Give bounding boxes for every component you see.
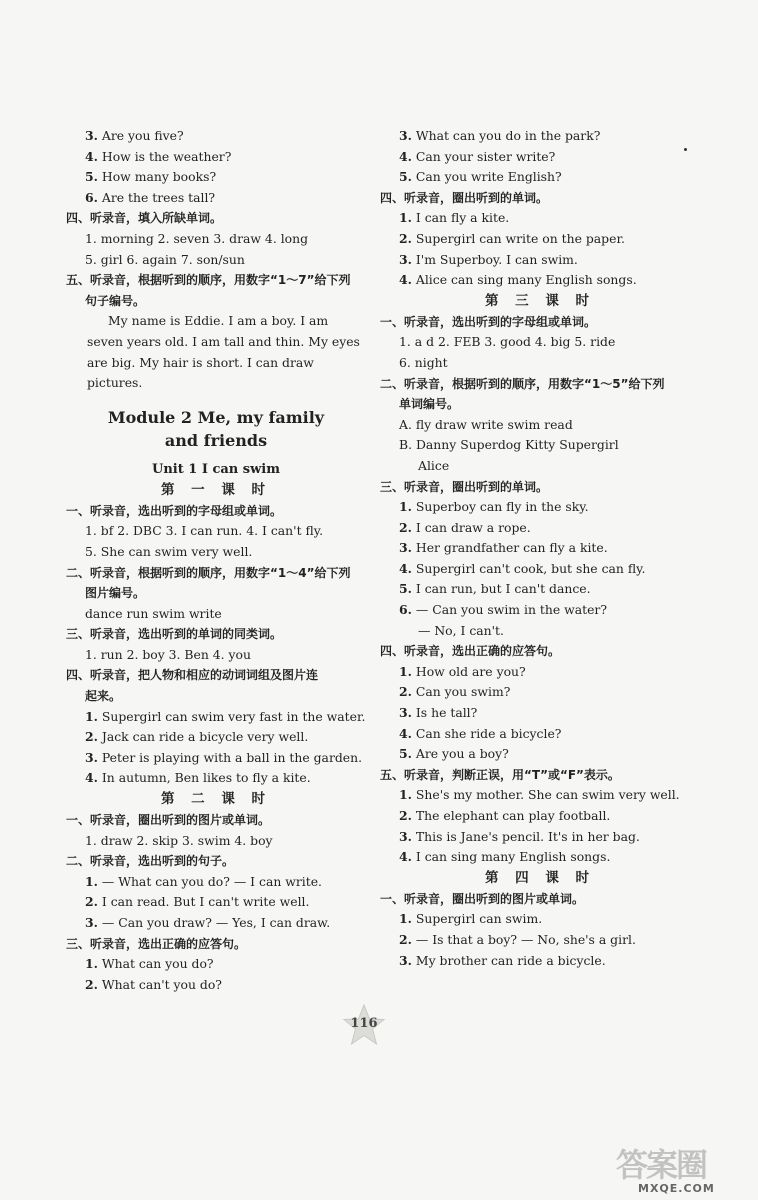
section-heading: 三、听录音，选出听到的单词的同类词。 <box>66 627 283 642</box>
answer-line: B. Danny Superdog Kitty Supergirl <box>399 437 619 453</box>
answer-line: 1. morning 2. seven 3. draw 4. long <box>85 230 309 246</box>
list-item: 2. Jack can ride a bicycle very well. <box>85 729 309 745</box>
section-heading: 一、听录音，圈出听到的图片或单词。 <box>66 813 271 828</box>
answer-line: — No, I can't. <box>418 622 504 638</box>
lesson-heading: 第 一 课 时 <box>160 481 272 498</box>
list-item: 6. Are the trees tall? <box>85 189 216 205</box>
list-item: 5. Are you a boy? <box>399 746 509 762</box>
unit-title: Unit 1 I can swim <box>152 461 280 477</box>
list-item: 2. I can draw a rope. <box>399 519 531 535</box>
section-heading: 三、听录音，选出正确的应答句。 <box>66 936 247 951</box>
list-item: 2. The elephant can play football. <box>399 808 611 823</box>
list-item: 4. How is the weather? <box>85 148 232 164</box>
section-heading: 二、听录音，根据听到的顺序，用数字“1～5”给下列 <box>380 376 665 391</box>
section-heading: 二、听录音，根据听到的顺序，用数字“1～4”给下列 <box>66 565 351 580</box>
answer-line: 6. night <box>399 354 448 370</box>
module-title: Module 2 Me, my family and friends <box>107 407 325 450</box>
right-column <box>380 126 700 971</box>
page-number: 116 <box>350 1016 378 1031</box>
section-heading: 一、听录音，选出听到的字母组或单词。 <box>380 314 597 329</box>
list-item: 6. — Can you swim in the water? <box>399 602 607 618</box>
section-heading: 一、听录音，圈出听到的图片或单词。 <box>380 891 585 906</box>
list-item: 1. Superboy can fly in the sky. <box>399 499 589 515</box>
list-item: 1. I can fly a kite. <box>399 210 510 226</box>
list-item: 3. This is Jane's pencil. It's in her bag. <box>399 828 640 844</box>
section-heading: 四、听录音，选出正确的应答句。 <box>380 644 561 659</box>
list-item: 1. How old are you? <box>399 663 526 679</box>
passage: My name is Eddie. I am a boy. I am seven years old. I am tall and thin. My eyes are big. My hair is short. I can draw pictures. <box>87 313 360 391</box>
list-item: 1. Supergirl can swim very fast in the water. <box>85 708 366 724</box>
list-item: 2. — Is that a boy? — No, she's a girl. <box>399 931 636 947</box>
watermark-url: MXQE.COM <box>638 1182 715 1195</box>
list-item: 3. Is he tall? <box>399 705 478 721</box>
section-heading: 二、听录音，选出听到的句子。 <box>66 854 235 869</box>
list-item: 3. My brother can ride a bicycle. <box>399 952 606 968</box>
list-item: 5. Can you write English? <box>399 169 562 185</box>
answer-line: A. fly draw write swim read <box>399 416 573 432</box>
answer-line: 1. a d 2. FEB 3. good 4. big 5. ride <box>399 334 616 350</box>
section-heading-cont: 起来。 <box>85 689 122 704</box>
section-heading: 四、听录音，填入所缺单词。 <box>66 211 223 226</box>
answer-line: Alice <box>418 457 450 473</box>
answer-line: 1. draw 2. skip 3. swim 4. boy <box>85 832 273 848</box>
list-item: 3. Are you five? <box>85 128 184 143</box>
list-item: 4. Alice can sing many English songs. <box>399 272 637 288</box>
list-item: 3. What can you do in the park? <box>399 128 601 143</box>
section-heading: 四、听录音，圈出听到的单词。 <box>380 190 549 205</box>
speck <box>684 148 687 151</box>
list-item: 4. Can she ride a bicycle? <box>399 725 562 741</box>
section-heading-cont: 图片编号。 <box>85 586 146 601</box>
list-item: 1. Supergirl can swim. <box>399 911 543 927</box>
list-item: 3. — Can you draw? — Yes, I can draw. <box>85 915 331 930</box>
answer-line: 1. run 2. boy 3. Ben 4. you <box>85 646 251 662</box>
answer-line: 5. girl 6. again 7. son/sun <box>85 251 245 267</box>
list-item: 2. I can read. But I can't write well. <box>85 894 310 910</box>
list-item: 1. What can you do? <box>85 956 214 972</box>
list-item: 1. She's my mother. She can swim very well. <box>399 787 680 803</box>
section-heading: 五、听录音，判断正误，用“T”或“F”表示。 <box>380 767 620 782</box>
section-heading-cont: 单词编号。 <box>399 397 460 412</box>
page-number-badge <box>342 1004 386 1046</box>
lesson-heading: 第 二 课 时 <box>160 791 272 808</box>
list-item: 2. What can't you do? <box>85 976 222 992</box>
lesson-heading: 第 三 课 时 <box>484 292 596 309</box>
section-heading: 五、听录音，根据听到的顺序，用数字“1～7”给下列 <box>66 273 351 288</box>
list-item: 4. I can sing many English songs. <box>399 849 611 865</box>
section-heading: 一、听录音，选出听到的字母组或单词。 <box>66 503 283 518</box>
list-item: 1. — What can you do? — I can write. <box>85 873 322 889</box>
list-item: 2. Supergirl can write on the paper. <box>399 230 625 246</box>
list-item: 5. How many books? <box>85 169 217 185</box>
list-item: 5. I can run, but I can't dance. <box>399 581 591 597</box>
list-item: 3. Her grandfather can fly a kite. <box>399 540 608 556</box>
list-item: 4. Can your sister write? <box>399 148 556 164</box>
left-column <box>66 126 366 995</box>
answer-line: 1. bf 2. DBC 3. I can run. 4. I can't fly. <box>85 523 324 539</box>
list-item: 3. Peter is playing with a ball in the garden. <box>85 749 363 765</box>
section-heading: 四、听录音，把人物和相应的动词词组及图片连 <box>66 668 319 683</box>
list-item: 3. I'm Superboy. I can swim. <box>399 251 578 267</box>
list-item: 4. In autumn, Ben likes to fly a kite. <box>85 770 311 786</box>
section-heading: 三、听录音，圈出听到的单词。 <box>380 479 549 494</box>
list-item: 4. Supergirl can't cook, but she can fly. <box>399 560 646 576</box>
list-item: 2. Can you swim? <box>399 684 511 700</box>
answer-line: dance run swim write <box>85 605 222 621</box>
watermark-logo: 答案圈 <box>616 1146 707 1184</box>
watermark <box>598 1140 748 1198</box>
section-heading-cont: 句子编号。 <box>85 293 146 308</box>
lesson-heading: 第 四 课 时 <box>484 869 596 886</box>
answer-line: 5. She can swim very well. <box>85 543 253 559</box>
